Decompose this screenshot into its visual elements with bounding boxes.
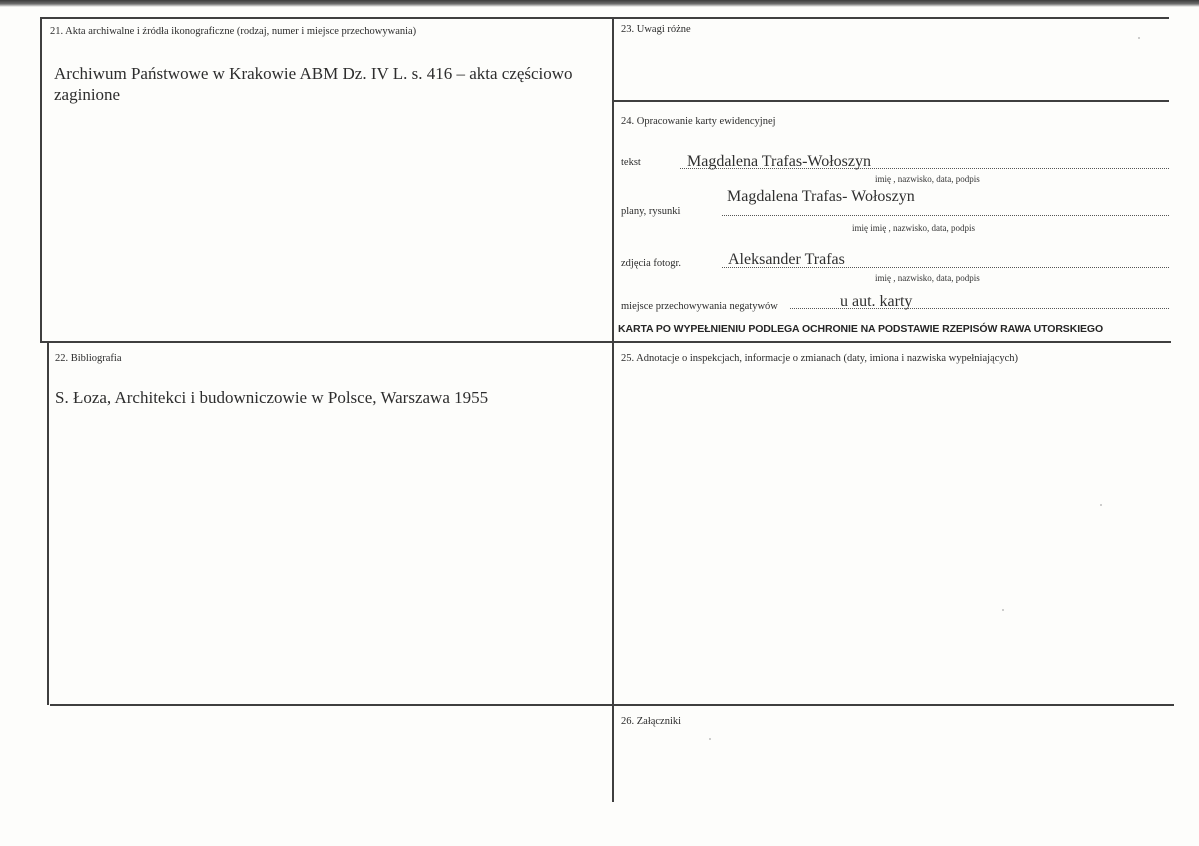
text-field-hint: imię , nazwisko, data, podpis [875, 174, 980, 184]
rule-23-24 [612, 100, 1169, 102]
center-divider [612, 17, 614, 802]
photos-field-value: Aleksander Trafas [728, 251, 845, 268]
photos-field-label: zdjęcia fotogr. [621, 258, 682, 269]
negatives-field-value: u aut. karty [840, 293, 913, 310]
negatives-field-line [790, 308, 1169, 309]
top-rule-right [612, 17, 1169, 19]
scan-speck [1138, 37, 1140, 39]
rule-bottom [50, 704, 1174, 706]
section-21-line-1: Archiwum Państwowe w Krakowie ABM Dz. IV L. s. 416 – akta częściowo [54, 64, 573, 83]
text-field-value: Magdalena Trafas-Wołoszyn [687, 153, 872, 170]
plans-field-label: plany, rysunki [621, 206, 681, 217]
plans-field-hint: imię imię , nazwisko, data, podpis [852, 223, 975, 233]
copyright-notice: KARTA PO WYPEŁNIENIU PODLEGA OCHRONIE NA PODSTAWIE RZEPISÓW RAWA UTORSKIEGO [618, 323, 1104, 335]
section-26-label: 26. Załączniki [621, 716, 682, 727]
scan-edge [0, 0, 1199, 7]
photos-field-hint: imię , nazwisko, data, podpis [875, 273, 980, 283]
left-border-lower [47, 341, 49, 705]
rule-middle [40, 341, 1171, 343]
top-rule-left [40, 17, 612, 19]
scan-speck [1100, 504, 1102, 506]
section-22-content: S. Łoza, Architekci i budowniczowie w Polsce, Warszawa 1955 [55, 388, 489, 407]
plans-field-line [722, 215, 1169, 216]
section-25-label: 25. Adnotacje o inspekcjach, informacje o zmianach (daty, imiona i nazwiska wypełniających) [621, 353, 1019, 364]
left-border-upper [40, 17, 42, 343]
photos-field-line [722, 267, 1169, 268]
scan-speck [1002, 609, 1004, 611]
section-21-label: 21. Akta archiwalne i źródła ikonograficzne (rodzaj, numer i miejsce przechowywania) [50, 26, 417, 37]
section-21-line-2: zaginione [54, 85, 121, 104]
scan-speck [709, 738, 711, 740]
negatives-field-label: miejsce przechowywania negatywów [621, 301, 778, 312]
plans-field-value: Magdalena Trafas- Wołoszyn [727, 188, 915, 205]
section-22-label: 22. Bibliografia [55, 353, 122, 364]
section-24-label: 24. Opracowanie karty ewidencyjnej [621, 116, 776, 127]
text-field-line [680, 168, 1169, 169]
text-field-label: tekst [621, 157, 641, 168]
section-21-content [54, 63, 599, 105]
section-23-label: 23. Uwagi różne [621, 24, 691, 35]
